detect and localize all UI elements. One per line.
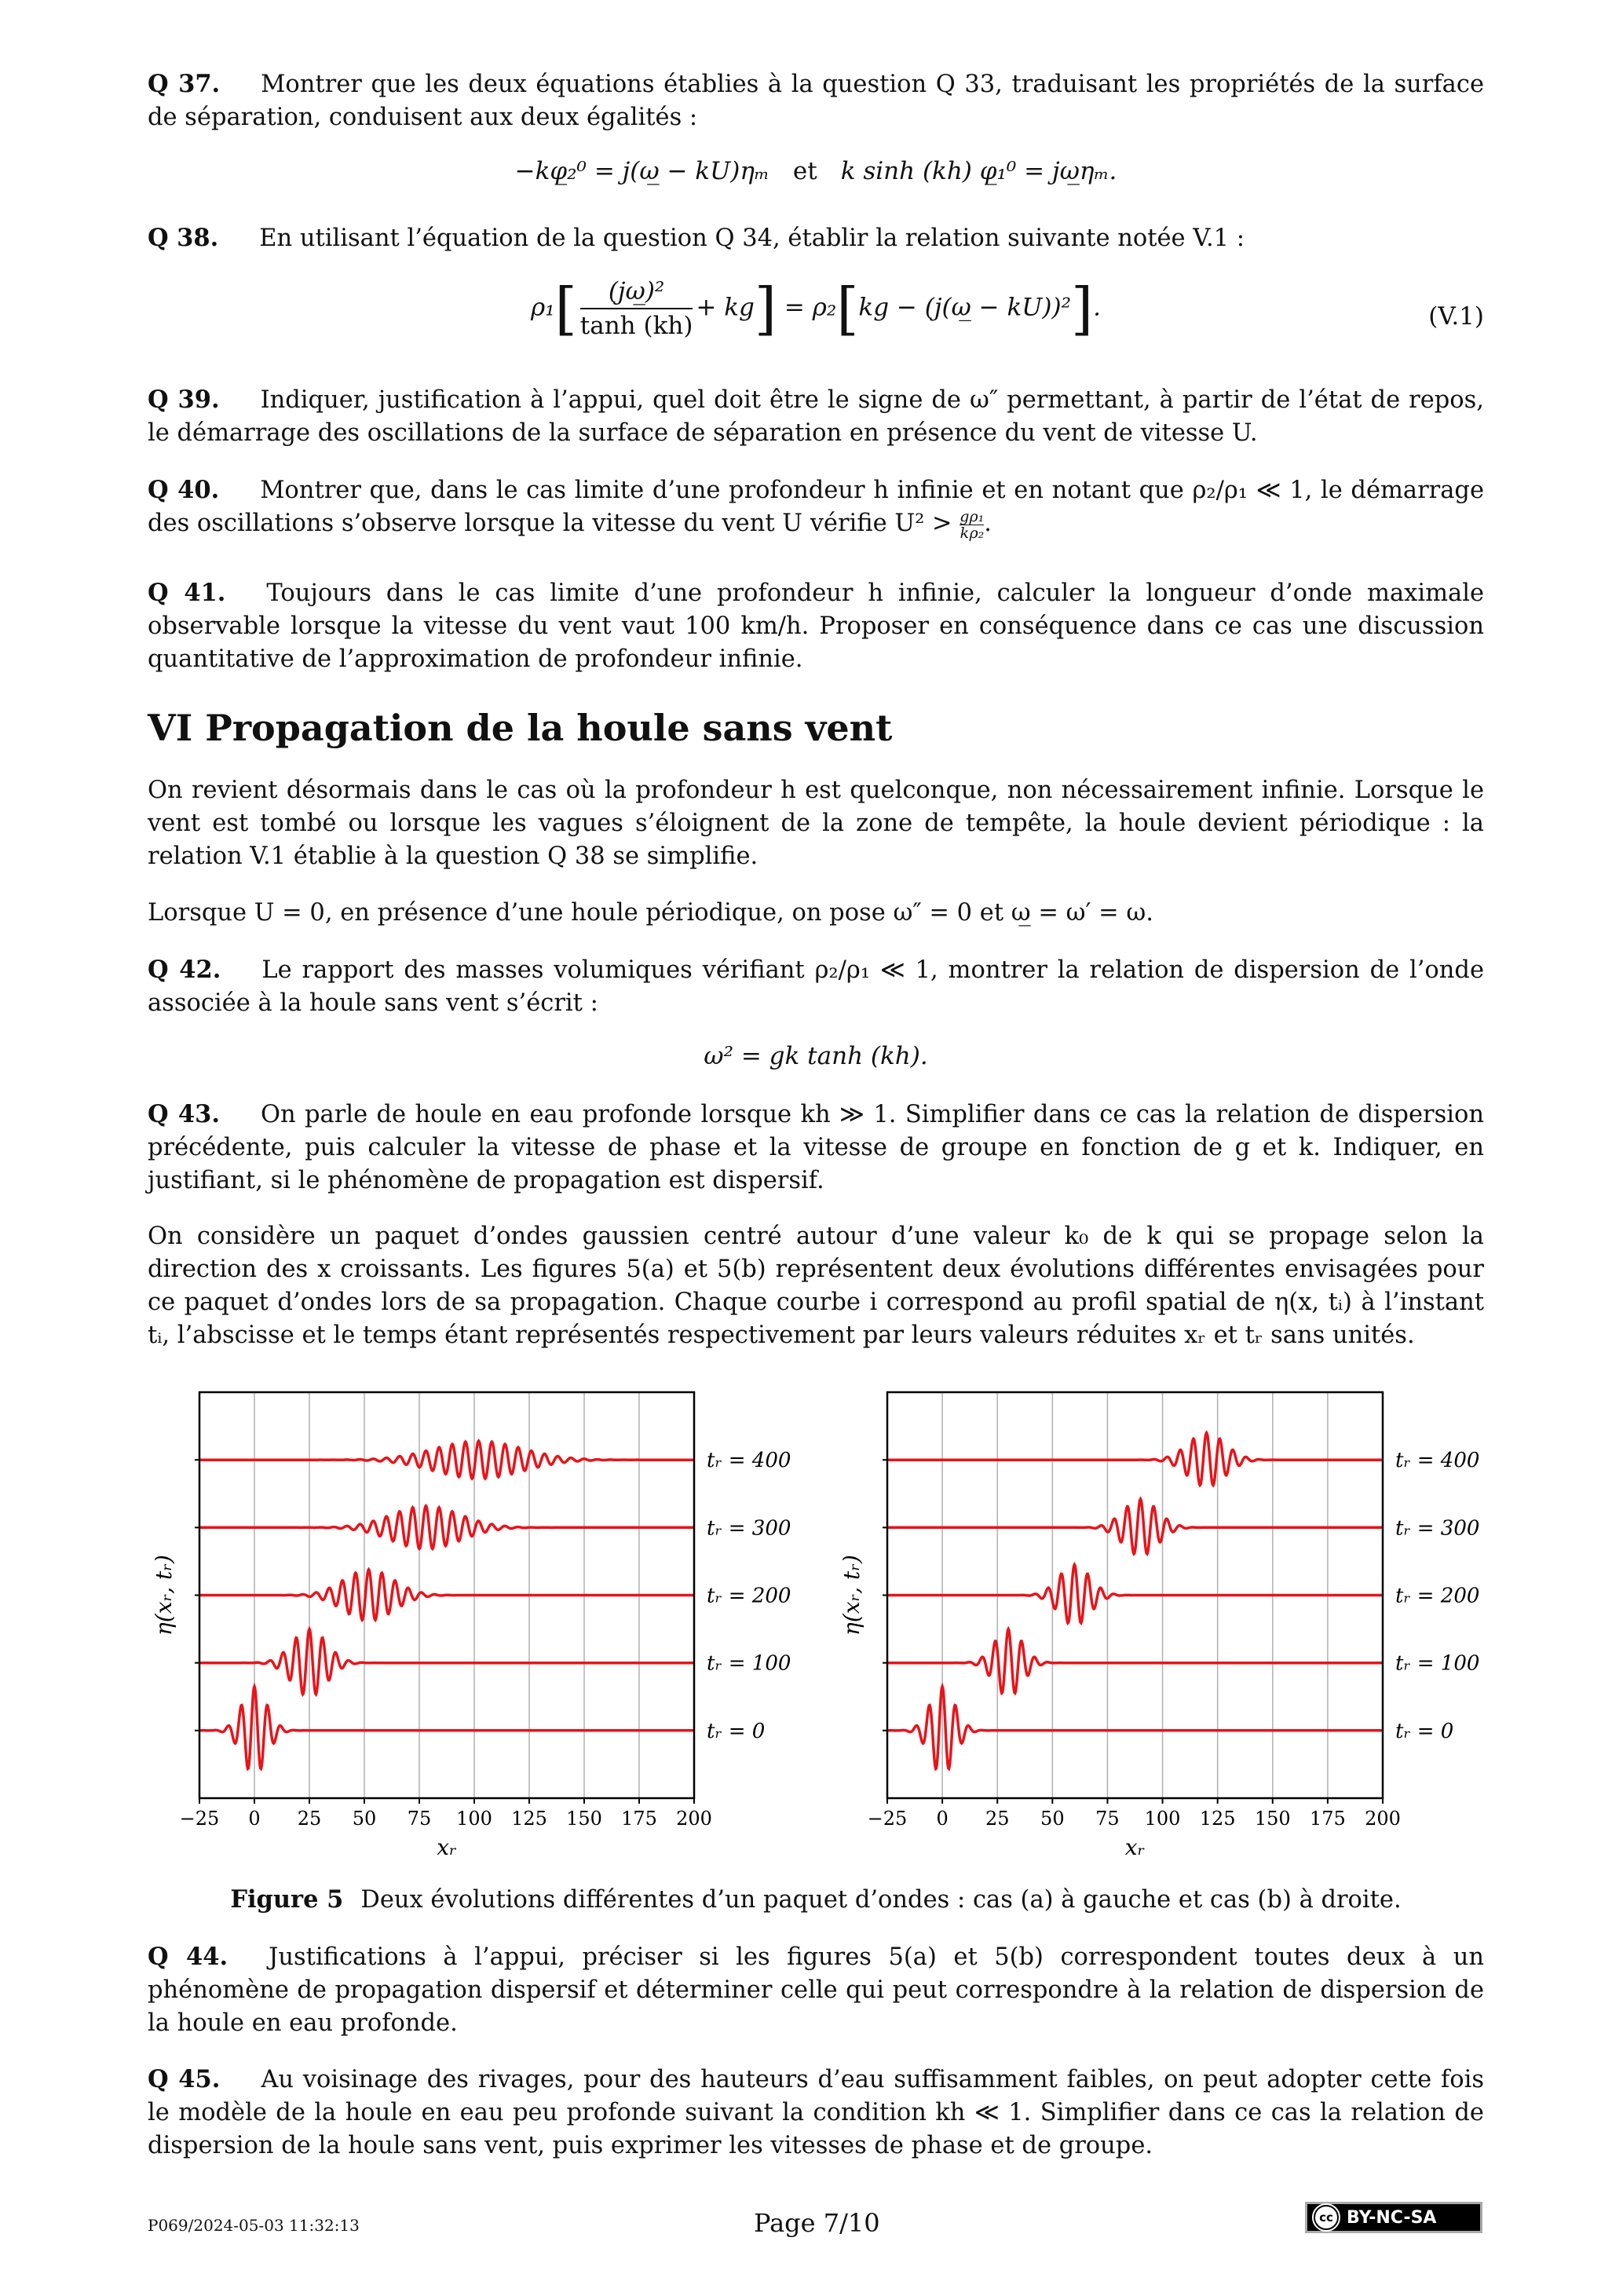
equation-part: kg − (j(ω̲ − kU))² (858, 293, 1072, 322)
figure-label: Figure 5 (230, 1885, 344, 1914)
series-label: tᵣ = 100 (707, 1651, 791, 1676)
paragraph: Lorsque U = 0, en présence d’une houle périodique, on pose ω″ = 0 et ω̲ = ω′ = ω. (148, 899, 1153, 927)
equation-part: = ρ₂ (784, 293, 837, 322)
series-label: tᵣ = 300 (707, 1516, 791, 1541)
question-label: Q 37. (148, 70, 221, 98)
question-label: Q 45. (148, 2065, 221, 2093)
equation-part: . (1093, 293, 1101, 322)
question-42 (148, 953, 1484, 1020)
series-label: tᵣ = 300 (1395, 1516, 1480, 1541)
panel-a (151, 1392, 791, 1860)
x-tick-label: 0 (936, 1808, 949, 1830)
series-line-4 (887, 1433, 1383, 1486)
question-text: Indiquer, justification à l’appui, quel doit être le signe de ω″ permettant, à partir de l’état de repos, le démarrage des oscillations de la surface de séparation en présence du vent de vitesse U. (148, 386, 1484, 447)
x-axis-label: xᵣ (1124, 1834, 1146, 1860)
series-line-0 (199, 1687, 694, 1769)
series-label: tᵣ = 200 (707, 1584, 791, 1608)
x-tick-label: 0 (248, 1808, 261, 1830)
series-label: tᵣ = 200 (1395, 1584, 1480, 1608)
caption-text: Deux évolutions différentes d’un paquet d’ondes : cas (a) à gauche et cas (b) à droite. (360, 1886, 1402, 1914)
question-text: Toujours dans le cas limite d’une profondeur h infinie, calculer la longueur d’onde maximale observable lorsque la vitesse du vent vaut 100 km/h. Proposer en conséquence dans ce cas une discussion quantitative de l’approximation de profondeur infinie. (148, 579, 1485, 673)
question-label: Q 40. (148, 476, 220, 504)
question-text: Montrer que les deux équations établies à la question Q 33, traduisant les propriétés de la surface de séparation, conduisent aux deux égalités : (148, 71, 1484, 131)
question-label: Q 41. (148, 579, 226, 607)
equation-v1: ρ₁[ $\frac{\text{(jω̲)²}}{\tanh (kh)}$ + kg] = ρ₂[kg − (j(ω̲ − kU))²]. (V.1) (531, 276, 1484, 342)
x-tick-label: 100 (1144, 1808, 1181, 1830)
question-41 (148, 576, 1484, 676)
denominator: ρ₂ (969, 524, 985, 542)
numerator: (jω̲)² (580, 275, 693, 309)
question-label: Q 44. (148, 1943, 228, 1971)
question-40 (148, 473, 1484, 541)
series-label: tᵣ = 0 (707, 1719, 766, 1743)
question-text: Au voisinage des rivages, pour des hauteurs d’eau suffisamment faibles, on peut adopter cette fois le modèle de la houle en eau peu profonde suivant la condition kh ≪ 1. Simplifier dans ce cas la relation de dispersion de la houle sans vent, puis exprimer les vitesses de phase et de groupe. (148, 2066, 1485, 2159)
equation-part: −kφ̲₂⁰ = j(ω̲ − kU)ηₘ (514, 157, 769, 185)
y-axis-label: η(xᵣ, tᵣ) (839, 1555, 865, 1636)
equation-part: ρ₁ (531, 293, 555, 322)
punct: . (984, 510, 992, 537)
x-tick-label: 100 (456, 1808, 492, 1830)
question-label: Q 38. (148, 224, 219, 252)
x-tick-label: 150 (566, 1808, 602, 1830)
x-tick-label: 50 (1040, 1808, 1065, 1830)
question-label: Q 43. (148, 1100, 220, 1128)
equation-dispersion: ω² = gk tanh (kh). (704, 1042, 928, 1070)
question-text: En utilisant l’équation de la question Q 34, établir la relation suivante notée V.1 : (259, 225, 1245, 252)
x-tick-label: 25 (985, 1808, 1010, 1830)
x-tick-label: 175 (621, 1808, 657, 1830)
series-line-3 (199, 1506, 694, 1549)
x-axis-label: xᵣ (437, 1834, 457, 1860)
question-label: Q 42. (148, 956, 221, 984)
cc-icon: cc (1314, 2205, 1339, 2230)
x-tick-label: 75 (1095, 1808, 1120, 1830)
series-line-2 (887, 1565, 1383, 1623)
equation-part: + kg (696, 293, 755, 322)
series-line-3 (887, 1499, 1383, 1554)
fraction (960, 509, 969, 541)
series-label: tᵣ = 400 (1395, 1449, 1480, 1473)
equation-sep: et (792, 157, 817, 185)
question-43 (148, 1098, 1484, 1197)
series-line-1 (887, 1629, 1383, 1694)
fraction (969, 509, 984, 541)
numerator: ρ₁ (969, 507, 985, 525)
license-label: BY-NC-SA (1347, 2207, 1437, 2228)
question-text: Montrer que, dans le cas limite d’une profondeur h infinie et en notant que ρ₂/ρ₁ ≪ 1, le démarrage des oscillations s’observe lorsque la vitesse du vent U vérifie U² > (148, 477, 1485, 537)
figure-caption (148, 1883, 1484, 1917)
question-text: Le rapport des masses volumiques vérifiant ρ₂/ρ₁ ≪ 1, montrer la relation de dispersion de l’onde associée à la houle sans vent s’écrit : (148, 956, 1485, 1017)
denominator: tanh (kh) (579, 312, 693, 340)
question-44 (148, 1940, 1484, 2040)
question-text: Justifications à l’appui, préciser si les figures 5(a) et 5(b) correspondent toutes deux à un phénomène de propagation dispersif et déterminer celle qui peut correspondre à la relation de dispersion de la houle en eau profonde. (148, 1943, 1485, 2037)
x-tick-label: 200 (1365, 1808, 1401, 1830)
numerator: g (960, 507, 970, 525)
document-id: P069/2024-05-03 11:32:13 (148, 2216, 360, 2235)
x-tick-label: −25 (867, 1808, 908, 1830)
series-line-0 (887, 1687, 1383, 1769)
question-label: Q 39. (148, 386, 220, 414)
x-tick-label: 25 (297, 1808, 322, 1830)
paragraph: On considère un paquet d’ondes gaussien centré autour d’une valeur k₀ de k qui se propage selon la direction des x croissants. Les figures 5(a) et 5(b) représentent deux évolutions différentes envisagées pour ce paquet d’ondes lors de sa propagation. Chaque courbe i correspond au profil spatial de η(x, tᵢ) à l’instant tᵢ, l’abscisse et le temps étant représentés respectivement par leurs valeurs réduites xᵣ et tᵣ sans unités. (148, 1223, 1484, 1349)
equation-part: k sinh (kh) φ̲₁⁰ = jω̲ηₘ. (840, 157, 1117, 185)
x-tick-label: 125 (1199, 1808, 1236, 1830)
x-tick-label: −25 (179, 1808, 220, 1830)
question-text: On parle de houle en eau profonde lorsque kh ≫ 1. Simplifier dans ce cas la relation de dispersion précédente, puis calculer la vitesse de phase et la vitesse de groupe en fonction de g et k. Indiquer, en justifiant, si le phénomène de propagation est dispersif. (148, 1101, 1484, 1194)
x-tick-label: 75 (407, 1808, 432, 1830)
x-tick-label: 125 (511, 1808, 547, 1830)
series-label: tᵣ = 400 (707, 1449, 791, 1473)
series-line-4 (199, 1441, 694, 1479)
series-label: tᵣ = 100 (1395, 1651, 1480, 1676)
x-tick-label: 200 (676, 1808, 712, 1830)
series-line-1 (199, 1629, 694, 1695)
cc-license-badge[interactable] (1305, 2202, 1482, 2233)
panel-b (839, 1392, 1479, 1860)
y-axis-label: η(xᵣ, tᵣ) (151, 1555, 177, 1636)
question-38 (148, 221, 1484, 255)
question-45 (148, 2063, 1484, 2163)
paragraph: On revient désormais dans le cas où la profondeur h est quelconque, non nécessairement infinie. Lorsque le vent est tombé ou lorsque les vagues s’éloignent de la zone de tempête, la houle devient périodique : la relation V.1 établie à la question Q 38 se simplifie. (148, 777, 1484, 870)
question-37 (148, 68, 1484, 134)
equation-q37 (148, 157, 1484, 185)
x-tick-label: 50 (352, 1808, 377, 1830)
denominator: k (960, 524, 970, 542)
question-39 (148, 383, 1484, 450)
equation-number: (V.1) (1428, 302, 1484, 331)
series-label: tᵣ = 0 (1395, 1719, 1454, 1743)
figure-5 (0, 1366, 1623, 1869)
section-heading: VI Propagation de la houle sans vent (148, 707, 893, 749)
series-line-2 (199, 1570, 694, 1620)
page-number: Page 7/10 (754, 2208, 880, 2238)
x-tick-label: 150 (1254, 1808, 1291, 1830)
x-tick-label: 175 (1309, 1808, 1346, 1830)
fraction (580, 275, 693, 342)
